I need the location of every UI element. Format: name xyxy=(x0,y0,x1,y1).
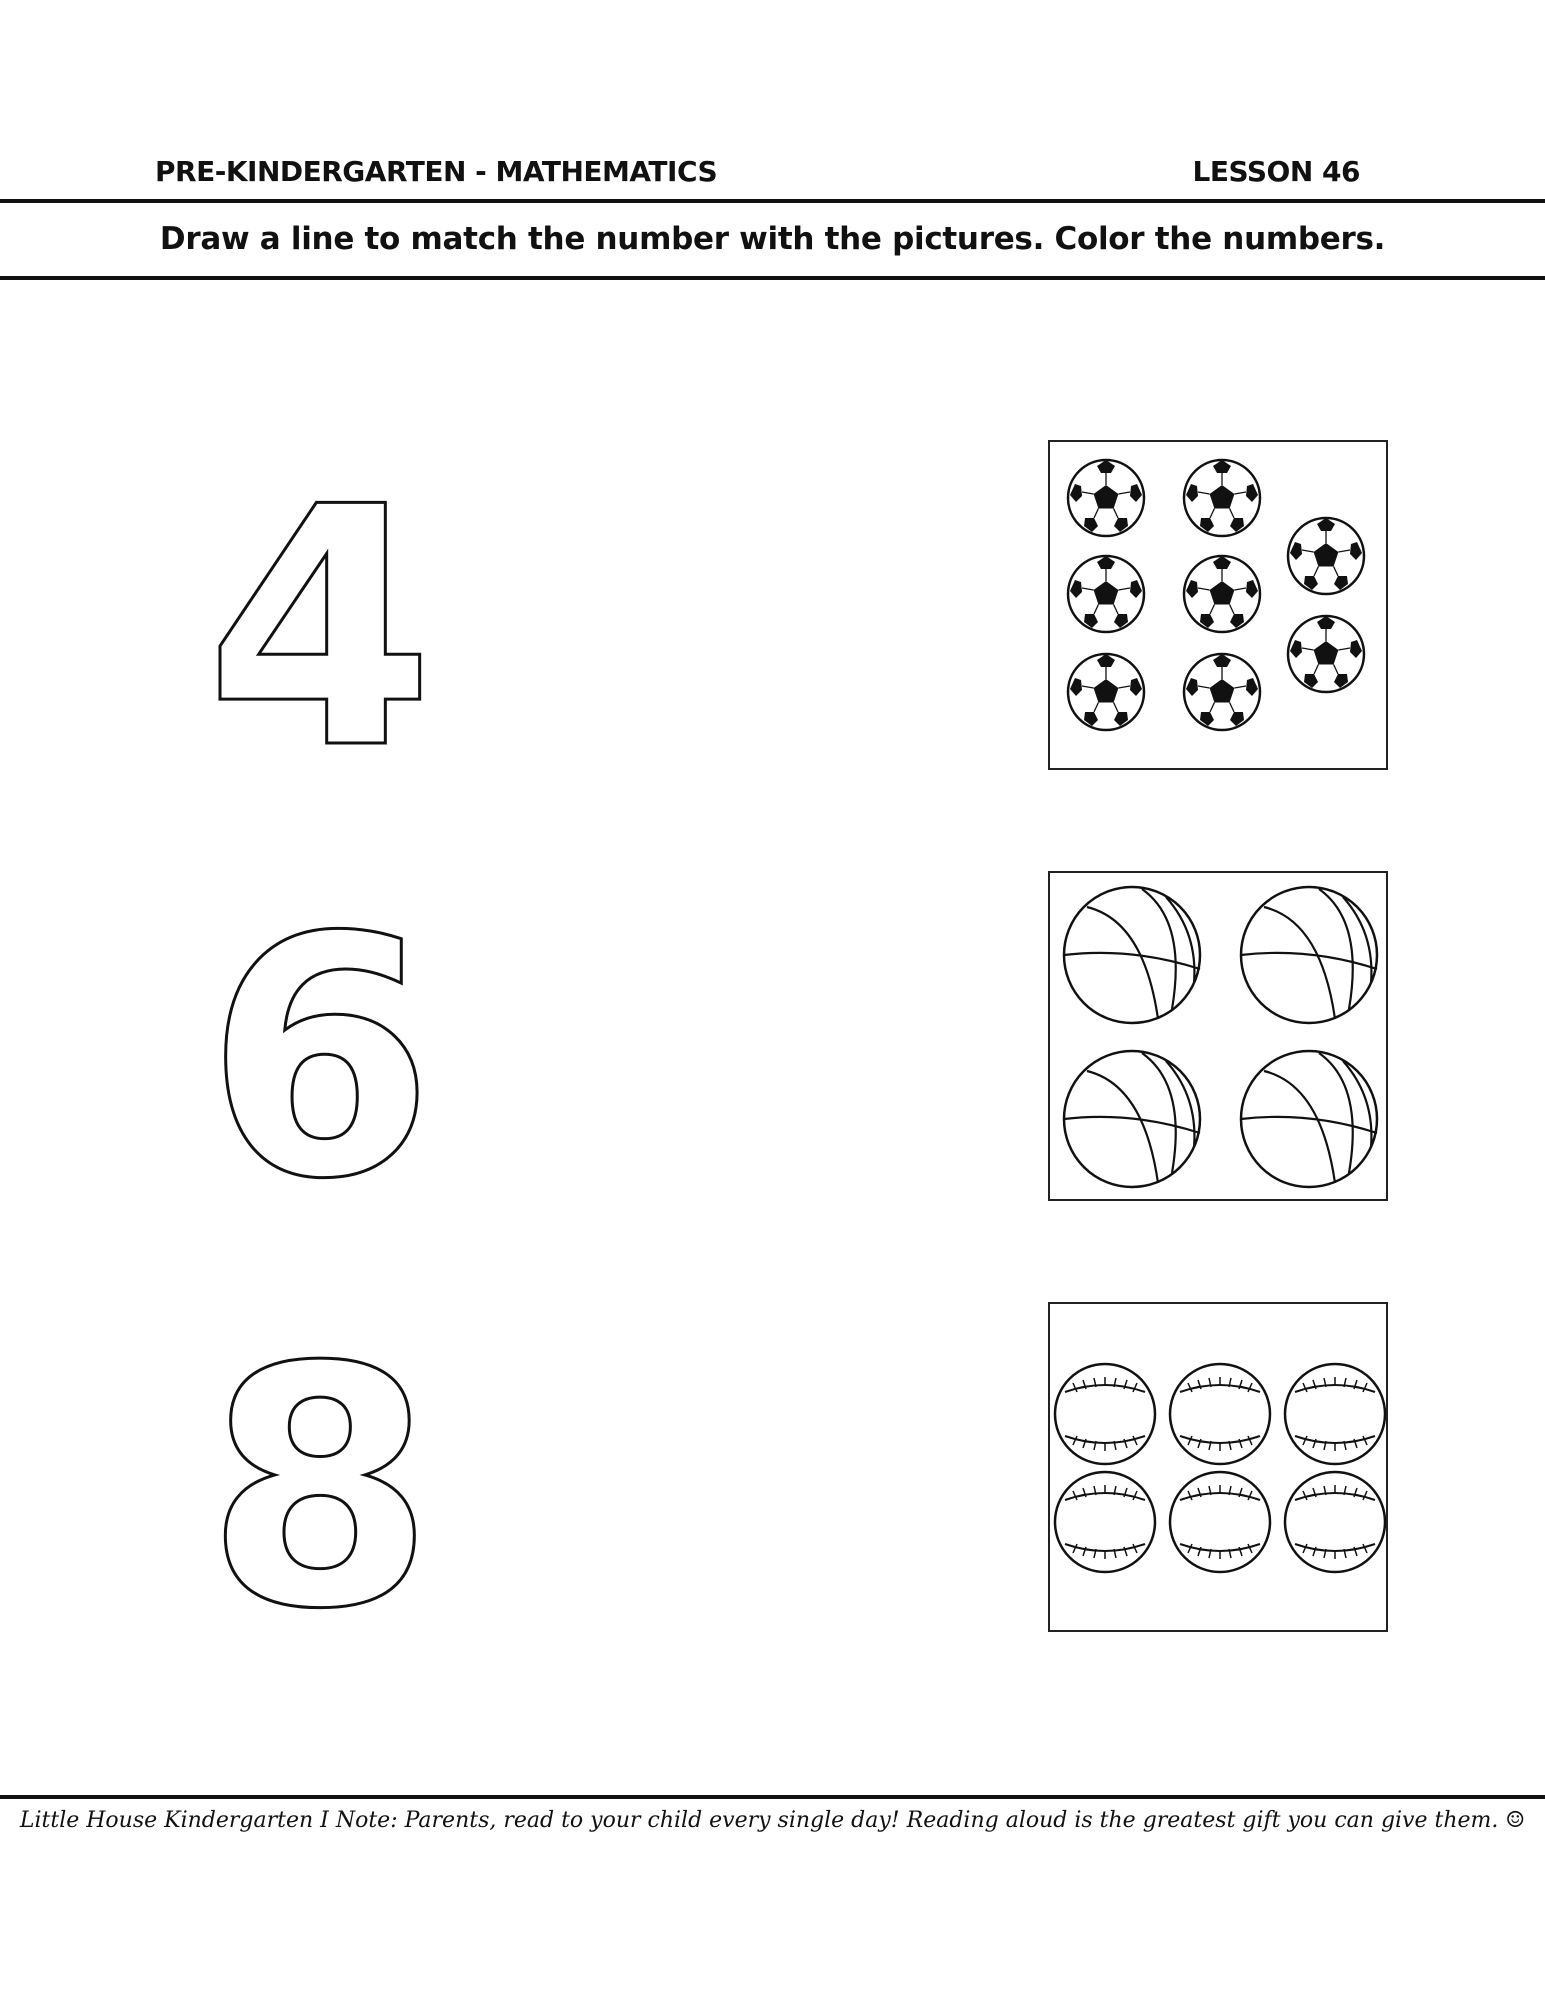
instruction-text: Draw a line to match the number with the pictures. Color the numbers. xyxy=(159,221,1386,257)
number-8-glyph: 8 xyxy=(205,1315,435,1615)
baseball xyxy=(1170,1364,1270,1464)
number-8-outline[interactable] xyxy=(190,1315,450,1615)
number-4-glyph: 4 xyxy=(205,455,435,755)
number-6-glyph: 6 xyxy=(205,885,435,1185)
basketball xyxy=(1064,887,1200,1023)
basketball xyxy=(1064,1051,1200,1187)
footer-note: Little House Kindergarten I Note: Parents, read to your child every single day! Reading aloud is the greatest gift you can give them. ☺ xyxy=(19,1808,1526,1833)
soccer-ball xyxy=(1184,460,1260,536)
baseball-group[interactable] xyxy=(1048,1302,1388,1632)
number-6-outline[interactable] xyxy=(190,885,450,1185)
soccer-ball xyxy=(1184,556,1260,632)
baseball xyxy=(1285,1472,1385,1572)
footer-rule xyxy=(0,1795,1545,1799)
soccer-ball-group[interactable] xyxy=(1048,440,1388,770)
soccer-ball xyxy=(1184,654,1260,730)
soccer-ball xyxy=(1288,518,1364,594)
basketball xyxy=(1241,887,1377,1023)
basketball xyxy=(1241,1051,1377,1187)
header-lesson: LESSON 46 xyxy=(1192,155,1360,188)
basketball-group[interactable] xyxy=(1048,871,1388,1201)
header-rule xyxy=(0,199,1545,203)
baseball xyxy=(1285,1364,1385,1464)
instruction-rule xyxy=(0,276,1545,280)
baseball xyxy=(1055,1364,1155,1464)
soccer-ball xyxy=(1068,460,1144,536)
soccer-ball xyxy=(1068,654,1144,730)
number-4-outline[interactable] xyxy=(190,455,450,755)
soccer-ball xyxy=(1068,556,1144,632)
baseball xyxy=(1170,1472,1270,1572)
baseball xyxy=(1055,1472,1155,1572)
header-subject: PRE-KINDERGARTEN - MATHEMATICS xyxy=(155,155,718,188)
soccer-ball xyxy=(1288,616,1364,692)
